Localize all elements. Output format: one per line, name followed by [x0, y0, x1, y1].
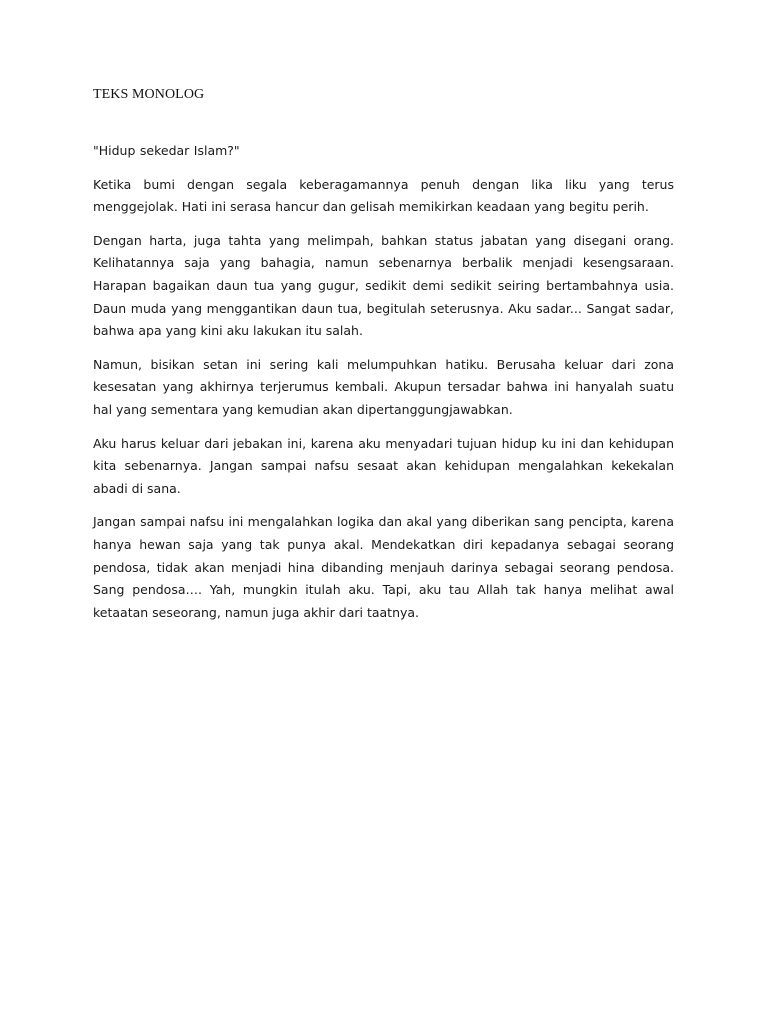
paragraph-2: Dengan harta, juga tahta yang melimpah, bahkan status jabatan yang disegani orang. Kelihatannya saja yang bahagia, namun sebenarnya berbalik menjadi kesengsaraan. Harapan bagaikan daun tua yang gugur, sedikit demi sedikit seiring bertambahnya usia. Daun muda yang menggantikan daun tua, begitulah seterusnya. Aku sadar... Sangat sadar, bahwa apa yang kini aku lakukan itu salah. — [93, 232, 674, 339]
paragraph-5: Jangan sampai nafsu ini mengalahkan logika dan akal yang diberikan sang pencipta, karena hanya hewan saja yang tak punya akal. Mendekatkan diri kepadanya sebagai seorang pendosa, tidak akan menjadi hina dibanding menjauh darinya sebagai seorang pendosa. Sang pendosa…. Yah, mungkin itulah aku. Tapi, aku tau Allah tak hanya melihat awal ketaatan seseorang, namun juga akhir dari taatnya. — [93, 514, 674, 620]
paragraph-3: Namun, bisikan setan ini sering kali melumpuhkan hatiku. Berusaha keluar dari zona kesesatan yang akhirnya terjerumus kembali. Akupun tersadar bahwa ini hanyalah suatu hal yang sementara yang kemudian akan dipertanggungjawabkan. — [93, 356, 674, 417]
document-heading: TEKS MONOLOG — [93, 87, 205, 102]
paragraph-4: Aku harus keluar dari jebakan ini, karena aku menyadari tujuan hidup ku ini dan kehidupan kita sebenarnya. Jangan sampai nafsu sesaat akan kehidupan mengalahkan kekekalan abadi di sana. — [93, 435, 674, 496]
paragraph-1: Ketika bumi dengan segala keberagamannya penuh dengan lika liku yang terus menggejolak. Hati ini serasa hancur dan gelisah memikirkan keadaan yang begitu perih. — [93, 176, 674, 215]
document-subtitle: "Hidup sekedar Islam?" — [93, 143, 240, 158]
document-body — [93, 140, 674, 635]
